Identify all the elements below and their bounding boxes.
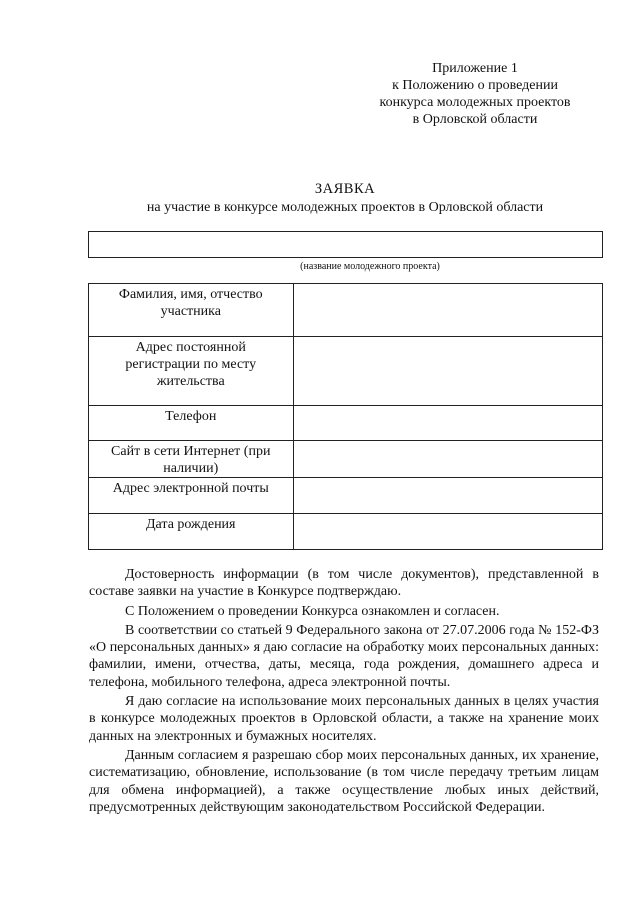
row-label-text: Адрес электронной почты (112, 481, 269, 496)
appendix-line: в Орловской области (412, 112, 538, 127)
table-row (89, 441, 603, 478)
address-field[interactable] (293, 337, 603, 406)
full-name-field[interactable] (293, 284, 603, 337)
appendix-line: к Положению о проведении (392, 78, 558, 93)
website-field[interactable] (293, 441, 603, 478)
paragraph: Данным согласием я разрешаю сбор моих персональных данных, их хранение, систематизацию, обновление, использование (в том числе передачу третьим лицам для обмена информацией), а также осуществление любых иных действий, предусмотренных действующим законодательством Российской Федерации. (89, 747, 599, 815)
row-label-website (89, 441, 294, 478)
row-label-text: Дата рождения (146, 517, 236, 532)
table-row (89, 284, 603, 337)
appendix-line: конкурса молодежных проектов (379, 95, 571, 110)
table-row (89, 478, 603, 514)
row-label-email (89, 478, 294, 514)
paragraph: Достоверность информации (в том числе документов), представленной в составе заявки на участие в Конкурсе подтверждаю. (89, 567, 599, 600)
project-name-caption: (название молодежного проекта) (300, 261, 440, 272)
appendix-line: Приложение 1 (432, 61, 518, 76)
row-label-address (89, 337, 294, 406)
row-label-birth-date (89, 514, 294, 550)
paragraph: С Положением о проведении Конкурса ознакомлен и согласен. (125, 603, 500, 619)
appendix-header (330, 60, 620, 128)
row-label-text: Адрес постоянной регистрации по месту жительства (125, 340, 257, 389)
row-label-full-name (89, 284, 294, 337)
table-row (89, 406, 603, 441)
email-field[interactable] (293, 478, 603, 514)
birth-date-field[interactable] (293, 514, 603, 550)
phone-field[interactable] (293, 406, 603, 441)
applicant-info-table (88, 283, 603, 550)
project-name-field[interactable] (88, 231, 603, 258)
row-label-phone (89, 406, 294, 441)
consent-text (89, 566, 599, 818)
table-row (89, 337, 603, 406)
table-row (89, 514, 603, 550)
form-title: ЗАЯВКА (314, 181, 376, 197)
row-label-text: Фамилия, имя, отчество участника (118, 287, 263, 319)
row-label-text: Сайт в сети Интернет (при наличии) (111, 444, 271, 476)
form-subtitle: на участие в конкурсе молодежных проектов в Орловской области (146, 200, 544, 215)
row-label-text: Телефон (165, 409, 217, 424)
paragraph: Я даю согласие на использование моих персональных данных в целях участия в конкурсе молодежных проектов в Орловской области, а также на хранение моих данных на электронных и бумажных носителях. (89, 694, 599, 744)
paragraph: В соответствии со статьей 9 Федерального закона от 27.07.2006 года № 152-ФЗ «О персональных данных» я даю согласие на обработку моих персональных данных: фамилии, имени, отчества, даты, месяца, года рождения, домашнего адреса и телефона, мобильного телефона, адреса электронной почты. (89, 622, 599, 690)
